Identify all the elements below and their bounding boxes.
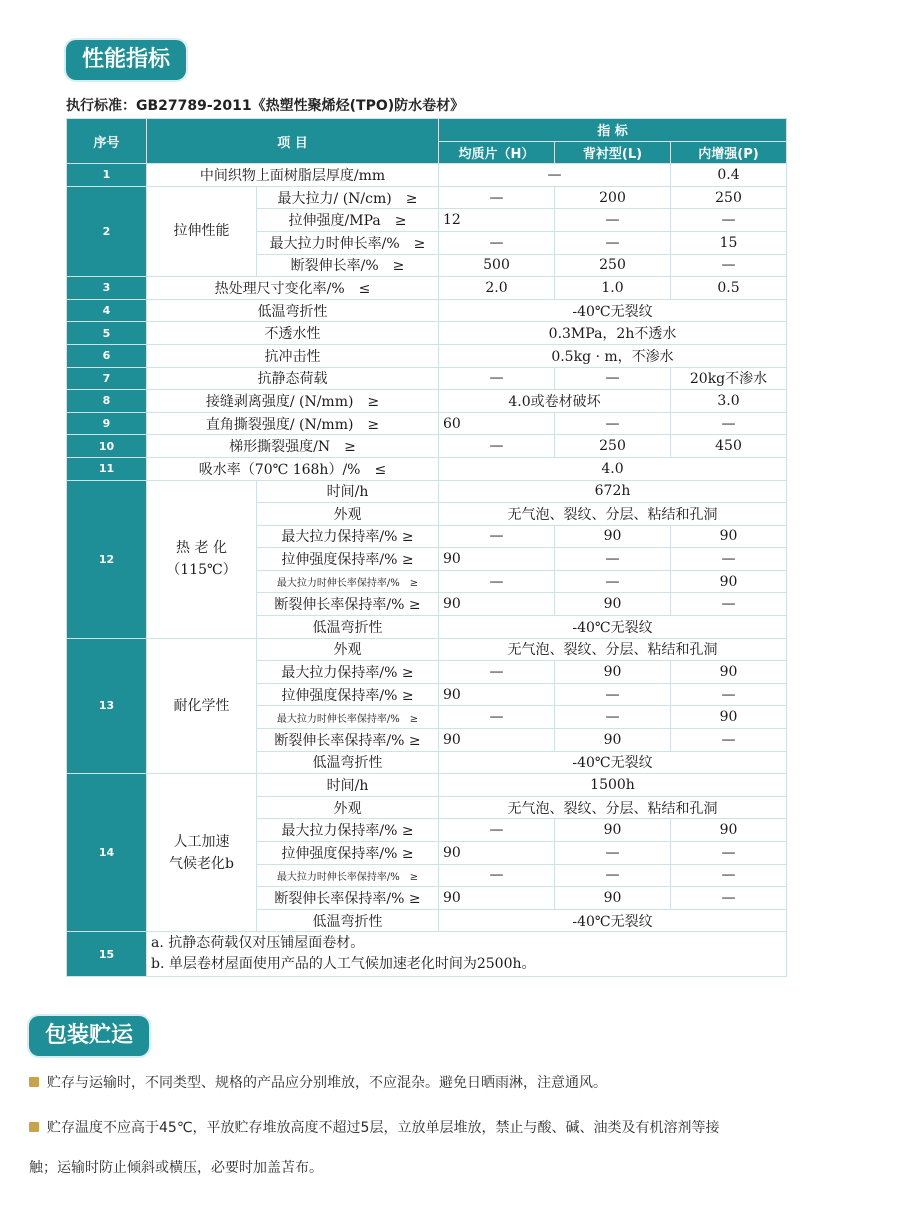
row-item: 拉伸强度保持率/% ≥: [257, 548, 439, 571]
table-row: [67, 412, 787, 435]
row-item: 最大拉力保持率/% ≥: [257, 819, 439, 842]
row-sn: 15: [67, 932, 147, 977]
row-value: 1.0: [555, 277, 671, 300]
bullet-text-cont: 触；运输时防止倾斜或横压，必要时加盖苫布。: [29, 1160, 323, 1176]
row-value: 2.0: [439, 277, 555, 300]
row-value: -40℃无裂纹: [439, 616, 787, 639]
row-value: —: [671, 887, 787, 910]
section-title-packaging: 包装贮运: [29, 1016, 149, 1056]
row-value: —: [439, 367, 555, 390]
header-indicator: 指 标: [439, 119, 787, 142]
header-sn: 序号: [67, 119, 147, 164]
table-row: [67, 638, 787, 661]
row-value: —: [671, 729, 787, 752]
notes-cell: [147, 932, 787, 977]
row-value: 4.0或卷材破坏: [439, 390, 671, 413]
row-item: 梯形撕裂强度/N ≥: [147, 435, 439, 458]
row-item: 低温弯折性: [257, 909, 439, 932]
header-item: 项 目: [147, 119, 439, 164]
row-value: 90: [555, 525, 671, 548]
row-value: —: [439, 525, 555, 548]
row-item: 拉伸强度保持率/% ≥: [257, 842, 439, 865]
row-value: -40℃无裂纹: [439, 299, 787, 322]
row-value: 0.3MPa，2h不透水: [439, 322, 787, 345]
row-value: -40℃无裂纹: [439, 909, 787, 932]
row-item: 接缝剥离强度/ (N/mm) ≥: [147, 390, 439, 413]
row-sn: 10: [67, 435, 147, 458]
table-row: [67, 164, 787, 187]
row-value: —: [671, 412, 787, 435]
header-p: 内增强(P): [671, 141, 787, 164]
row-item: 直角撕裂强度/ (N/mm) ≥: [147, 412, 439, 435]
square-bullet-icon: [29, 1122, 39, 1132]
row-value: 500: [439, 254, 555, 277]
row-value: —: [439, 231, 555, 254]
row-value: 90: [671, 570, 787, 593]
table-row: [67, 322, 787, 345]
row-item: 中间织物上面树脂层厚度/mm: [147, 164, 439, 187]
row-value: 90: [671, 819, 787, 842]
row-value: —: [555, 231, 671, 254]
row-item: 断裂伸长率保持率/% ≥: [257, 593, 439, 616]
row-value: -40℃无裂纹: [439, 751, 787, 774]
row-value: 无气泡、裂纹、分层、粘结和孔洞: [439, 503, 787, 526]
row-item: 低温弯折性: [257, 616, 439, 639]
row-item: 最大拉力时伸长率保持率/% ≥: [257, 570, 439, 593]
row-item: 外观: [257, 796, 439, 819]
row-item: 断裂伸长率/% ≥: [257, 254, 439, 277]
row-value: 90: [439, 548, 555, 571]
row-sn: 12: [67, 480, 147, 638]
row-item: 拉伸强度保持率/% ≥: [257, 683, 439, 706]
row-sn: 11: [67, 457, 147, 480]
row-value: 90: [555, 819, 671, 842]
list-item: [29, 1108, 869, 1188]
table-row: [67, 277, 787, 300]
row-value: 12: [439, 209, 555, 232]
row-value: —: [439, 164, 671, 187]
row-value: 15: [671, 231, 787, 254]
row-value: 250: [555, 254, 671, 277]
row-value: —: [555, 367, 671, 390]
spec-table: [66, 118, 787, 977]
row-value: 60: [439, 412, 555, 435]
row-item: 断裂伸长率保持率/% ≥: [257, 887, 439, 910]
row-item: 不透水性: [147, 322, 439, 345]
row-item: 最大拉力保持率/% ≥: [257, 525, 439, 548]
list-item: [29, 1068, 869, 1098]
table-row: [67, 774, 787, 797]
row-sn: 5: [67, 322, 147, 345]
table-row: [67, 367, 787, 390]
row-value: —: [555, 683, 671, 706]
row-group: [147, 480, 257, 638]
row-sn: 13: [67, 638, 147, 774]
row-value: —: [555, 209, 671, 232]
row-group: 拉伸性能: [147, 186, 257, 276]
row-value: 90: [439, 593, 555, 616]
row-value: —: [439, 570, 555, 593]
row-value: 0.4: [671, 164, 787, 187]
row-value: 90: [439, 729, 555, 752]
row-value: 90: [555, 593, 671, 616]
table-row: [67, 186, 787, 209]
table-row: [67, 299, 787, 322]
row-item: 低温弯折性: [257, 751, 439, 774]
row-value: —: [671, 683, 787, 706]
row-value: —: [439, 435, 555, 458]
table-row: [67, 390, 787, 413]
group-line-2: 气候老化b: [169, 855, 234, 872]
row-value: 20kg不渗水: [671, 367, 787, 390]
row-value: —: [439, 706, 555, 729]
row-item: 外观: [257, 638, 439, 661]
bullet-text: 贮存与运输时，不同类型、规格的产品应分别堆放，不应混杂。避免日晒雨淋，注意通风。: [47, 1075, 607, 1091]
row-sn: 2: [67, 186, 147, 276]
table-header-row: [67, 119, 787, 142]
row-value: —: [439, 819, 555, 842]
group-line-1: 热 老 化: [176, 540, 227, 557]
row-item: 时间/h: [257, 480, 439, 503]
row-value: —: [671, 864, 787, 887]
row-value: 90: [671, 661, 787, 684]
row-sn: 9: [67, 412, 147, 435]
group-line-2: （115℃）: [166, 562, 237, 579]
row-value: —: [439, 864, 555, 887]
row-value: —: [671, 593, 787, 616]
row-value: 200: [555, 186, 671, 209]
row-value: —: [555, 706, 671, 729]
section-title-performance: 性能指标: [66, 40, 186, 80]
row-value: 90: [555, 661, 671, 684]
row-value: —: [555, 864, 671, 887]
row-item: 时间/h: [257, 774, 439, 797]
row-item: 最大拉力时伸长率/% ≥: [257, 231, 439, 254]
table-row: [67, 932, 787, 977]
row-group: [147, 774, 257, 932]
row-value: 无气泡、裂纹、分层、粘结和孔洞: [439, 638, 787, 661]
row-value: 3.0: [671, 390, 787, 413]
row-item: 最大拉力保持率/% ≥: [257, 661, 439, 684]
row-sn: 3: [67, 277, 147, 300]
row-value: —: [671, 548, 787, 571]
row-value: —: [555, 842, 671, 865]
row-value: 1500h: [439, 774, 787, 797]
header-l: 背衬型(L): [555, 141, 671, 164]
row-value: 90: [671, 525, 787, 548]
note-a: a. 抗静态荷载仅对压铺屋面卷材。: [151, 935, 365, 952]
row-value: 90: [439, 842, 555, 865]
header-h: 均质片（H）: [439, 141, 555, 164]
row-value: 90: [671, 706, 787, 729]
standard-line: 执行标准：GB27789-2011《热塑性聚烯烃(TPO)防水卷材》: [66, 98, 465, 114]
row-item: 拉伸强度/MPa ≥: [257, 209, 439, 232]
row-item: 外观: [257, 503, 439, 526]
row-item: 抗冲击性: [147, 344, 439, 367]
row-value: —: [555, 570, 671, 593]
row-sn: 6: [67, 344, 147, 367]
row-sn: 4: [67, 299, 147, 322]
row-value: 450: [671, 435, 787, 458]
row-sn: 1: [67, 164, 147, 187]
row-value: —: [555, 412, 671, 435]
row-item: 热处理尺寸变化率/% ≤: [147, 277, 439, 300]
table-row: [67, 480, 787, 503]
row-sn: 14: [67, 774, 147, 932]
table-row: [67, 344, 787, 367]
row-sn: 7: [67, 367, 147, 390]
row-value: 250: [555, 435, 671, 458]
row-value: 4.0: [439, 457, 787, 480]
row-value: 90: [439, 887, 555, 910]
row-value: —: [439, 186, 555, 209]
row-value: —: [555, 548, 671, 571]
row-item: 低温弯折性: [147, 299, 439, 322]
row-value: —: [671, 209, 787, 232]
row-item: 抗静态荷载: [147, 367, 439, 390]
row-value: 250: [671, 186, 787, 209]
row-group: 耐化学性: [147, 638, 257, 774]
row-value: 0.5: [671, 277, 787, 300]
row-value: —: [439, 661, 555, 684]
row-value: 90: [439, 683, 555, 706]
row-value: —: [671, 842, 787, 865]
square-bullet-icon: [29, 1077, 39, 1087]
row-sn: 8: [67, 390, 147, 413]
row-item: 最大拉力时伸长率保持率/% ≥: [257, 706, 439, 729]
table-row: [67, 435, 787, 458]
row-value: 0.5kg · m，不渗水: [439, 344, 787, 367]
bullet-text: 贮存温度不应高于45℃，平放贮存堆放高度不超过5层，立放单层堆放，禁止与酸、碱、油类及有机溶剂等接: [47, 1120, 720, 1136]
row-value: —: [671, 254, 787, 277]
note-b: b. 单层卷材屋面使用产品的人工气候加速老化时间为2500h。: [151, 956, 536, 973]
row-value: 90: [555, 729, 671, 752]
row-value: 90: [555, 887, 671, 910]
group-line-1: 人工加速: [173, 833, 230, 850]
row-value: 无气泡、裂纹、分层、粘结和孔洞: [439, 796, 787, 819]
row-item: 断裂伸长率保持率/% ≥: [257, 729, 439, 752]
row-value: 672h: [439, 480, 787, 503]
row-item: 最大拉力/ (N/cm) ≥: [257, 186, 439, 209]
row-item: 吸水率（70℃ 168h）/% ≤: [147, 457, 439, 480]
row-item: 最大拉力时伸长率保持率/% ≥: [257, 864, 439, 887]
table-row: [67, 457, 787, 480]
